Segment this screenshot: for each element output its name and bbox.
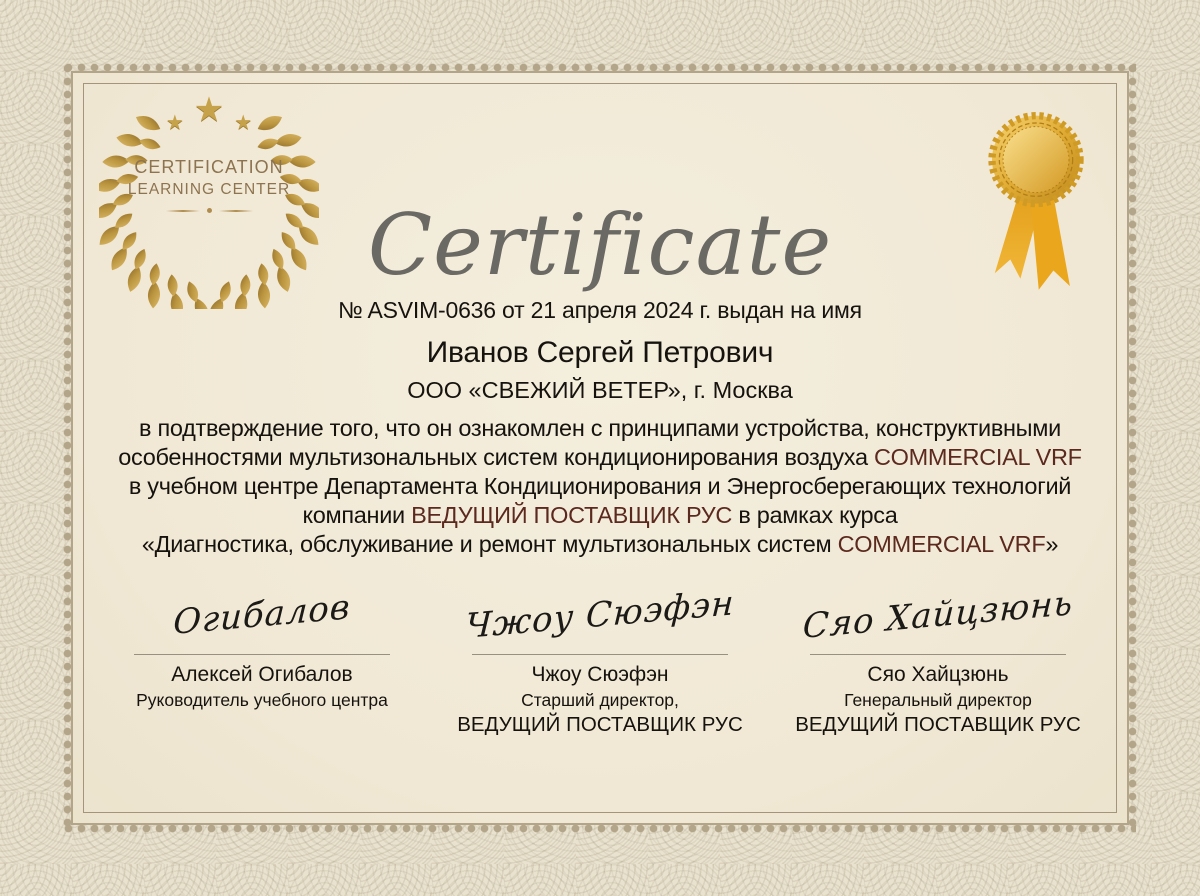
body-line: особенностями мультизональных систем кондиционирования воздуха COMMERCIAL VRF — [118, 444, 1082, 471]
certificate-panel — [71, 71, 1129, 825]
signer-name: Чжоу Сюэфэн — [531, 663, 669, 686]
emblem-line2: LEARNING CENTER — [127, 181, 291, 198]
signer-company: ВЕДУЩИЙ ПОСТАВЩИК РУС — [457, 713, 743, 736]
certificate-number-line: № ASVIM-0636 от 21 апреля 2024 г. выдан на имя — [338, 297, 862, 324]
course-system-name: COMMERCIAL VRF — [873, 444, 1082, 471]
perforation-edge-bottom — [64, 824, 1136, 833]
handwritten-signature: Чжоу Сюэфэн — [464, 583, 736, 647]
signer-name: Сяо Хайцзюнь — [867, 663, 1009, 686]
signature-block-general-director — [769, 578, 1107, 737]
recipient-company: ООО «СВЕЖИЙ ВЕТЕР», г. Москва — [407, 377, 793, 404]
signature-block-senior-director — [431, 578, 769, 737]
star-icon: ★ — [193, 91, 225, 129]
star-icon: ★ — [165, 112, 184, 134]
signer-company: ВЕДУЩИЙ ПОСТАВЩИК РУС — [795, 713, 1081, 736]
handwritten-signature: Огибалов — [172, 587, 352, 643]
signer-name: Алексей Огибалов — [171, 663, 353, 686]
emblem-line1: CERTIFICATION — [134, 157, 284, 177]
body-line: в учебном центре Департамента Кондиционирования и Энергосберегающих технологий — [128, 473, 1072, 500]
perforation-edge-right — [1128, 64, 1137, 832]
signer-role: Старший директор, — [521, 690, 679, 710]
course-system-name: COMMERCIAL VRF — [837, 531, 1046, 558]
company-brand-name: ВЕДУЩИЙ ПОСТАВЩИК РУС — [411, 502, 733, 529]
body-line: в подтверждение того, что он ознакомлен с принципами устройства, конструктивными — [139, 415, 1061, 442]
gold-medal-ribbon-icon — [981, 105, 1091, 305]
certificate-title: Certificate — [367, 196, 833, 294]
emblem-stars — [99, 91, 319, 134]
star-icon: ★ — [234, 112, 253, 134]
signer-role: Руководитель учебного центра — [136, 690, 388, 710]
body-line: компании ВЕДУЩИЙ ПОСТАВЩИК РУС в рамках курса — [302, 502, 898, 529]
certificate-body-text — [73, 414, 1127, 559]
signature-row — [93, 578, 1107, 737]
emblem-text — [99, 157, 319, 213]
handwritten-signature: Сяо Хайцзюнь — [801, 583, 1075, 647]
signature-block-head-of-center — [93, 578, 431, 737]
certification-center-emblem — [99, 91, 319, 309]
recipient-name: Иванов Сергей Петрович — [426, 336, 774, 370]
signer-role: Генеральный директор — [844, 690, 1032, 710]
body-line: «Диагностика, обслуживание и ремонт мультизональных систем COMMERCIAL VRF» — [141, 531, 1059, 558]
emblem-divider — [99, 208, 319, 213]
